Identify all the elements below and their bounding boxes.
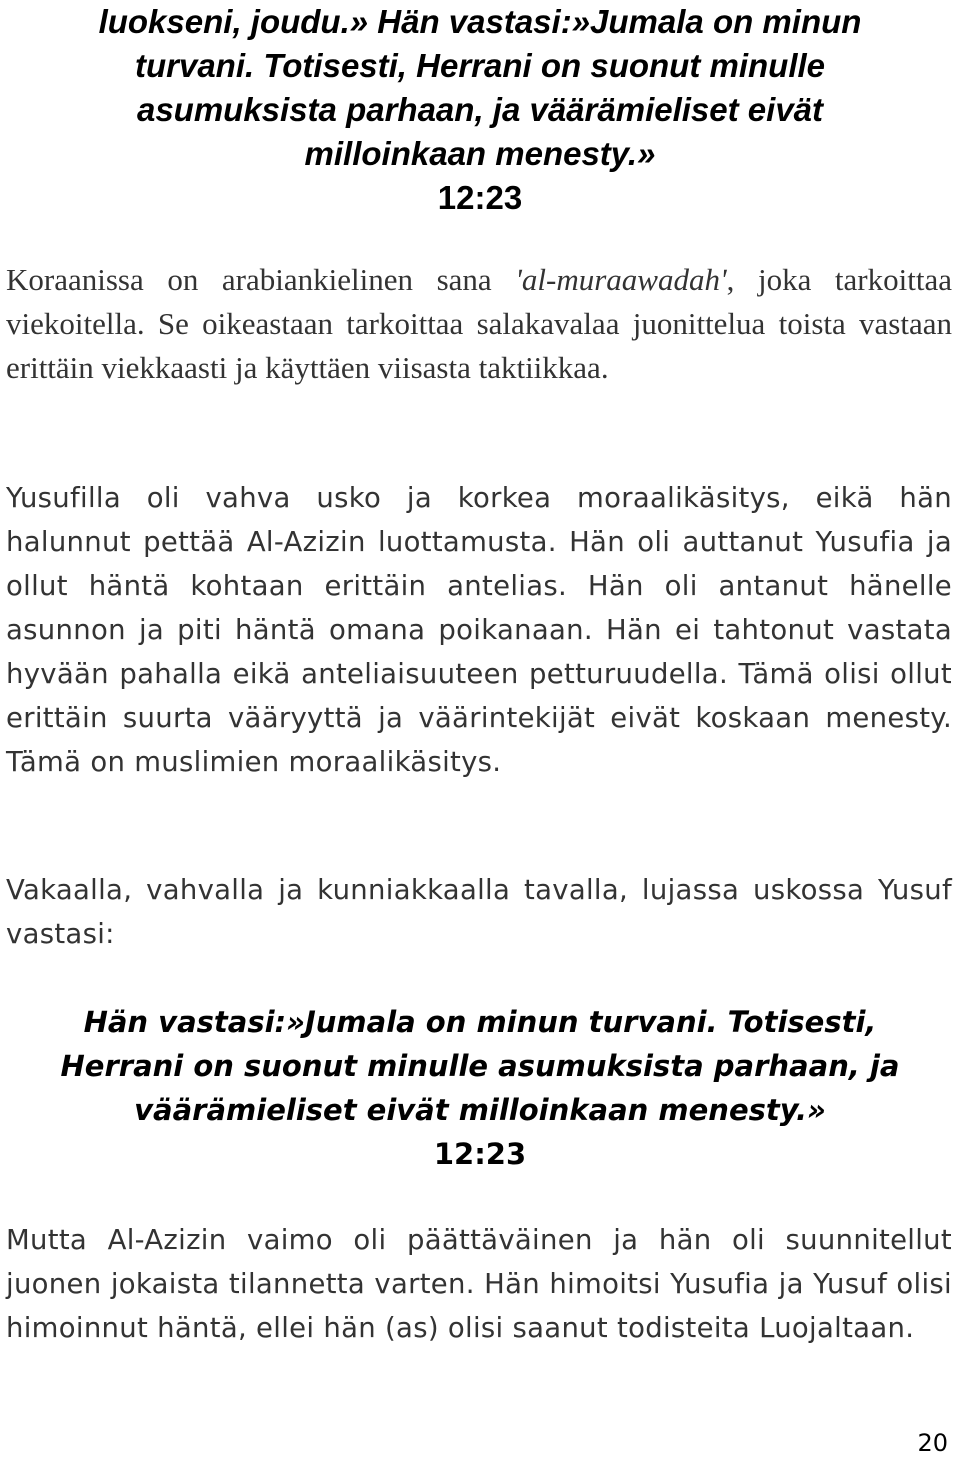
quote-bottom-text: Hän vastasi:»Jumala on minun turvani. Totisesti, Herrani on suonut minulle asumuksista parhaan, ja väärämieliset eivät milloinkaan menesty.»: [60, 1005, 900, 1127]
paragraph-1-intro: Koraanissa on arabiankielinen sana: [6, 262, 516, 297]
paragraph-aziz-wife: Mutta Al-Azizin vaimo oli päättäväinen ja hän oli suunnitellut juonen jokaista tilannetta varten. Hän himoitsi Yusufia ja Yusuf olisi himoinnut häntä, ellei hän (as) olisi saanut todisteita Luojaltaan.: [6, 1224, 952, 1344]
quote-top-reference: 12:23: [437, 179, 523, 216]
quote-top-text: luokseni, joudu.» Hän vastasi:»Jumala on minun turvani. Totisesti, Herrani on suonut minulle asumuksista parhaan, ja väärämieliset eivät milloinkaan menesty.»: [98, 3, 862, 172]
paragraph-yusuf-answered: Vakaalla, vahvalla ja kunniakkaalla tavalla, lujassa uskossa Yusuf vastasi:: [6, 874, 952, 950]
arabic-term: ʹal-muraawadahʹ: [515, 262, 727, 297]
paragraph-1-rest: , joka tarkoittaa viekoitella. Se oikeastaan tarkoittaa salakavalaa juonittelua toista vastaan erittäin viekkaasti ja käyttäen viisasta taktiikkaa.: [6, 262, 952, 385]
quote-bottom-reference: 12:23: [433, 1137, 527, 1171]
paragraph-moral-view: Yusufilla oli vahva usko ja korkea moraalikäsitys, eikä hän halunnut pettää Al-Azizin luottamusta. Hän oli auttanut Yusufia ja ollut häntä kohtaan erittäin antelias. Hän oli antanut hänelle asunnon ja piti häntä omana poikanaan. Hän ei tahtonut vastata hyvään pahalla eikä anteliaisuuteen petturuudella. Tämä olisi ollut erittäin suurta vääryyttä ja väärintekijät eivät koskaan menesty. Tämä on muslimien moraalikäsitys.: [6, 482, 952, 778]
quran-quote-bottom: [20, 1000, 940, 1176]
quran-quote-top: [70, 0, 890, 220]
page-number: 20: [917, 1429, 948, 1457]
paragraph-muraawadah: [6, 258, 952, 390]
